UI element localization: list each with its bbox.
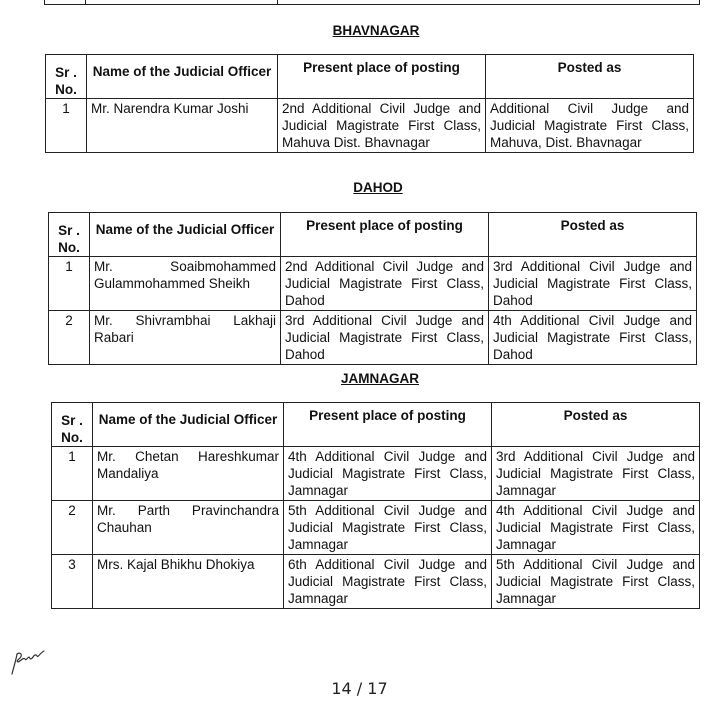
row-name: Mr. Shivrambhai Lakhaji Rabari <box>90 311 281 365</box>
row-name: Mr. Chetan Hareshkumar Mandaliya <box>93 447 284 501</box>
page-number: 14 / 17 <box>331 679 388 698</box>
district-heading-jamnagar: JAMNAGAR <box>340 371 419 386</box>
row-present-posting: 3rd Additional Civil Judge and Judicial Magistrate First Class, Dahod <box>281 311 489 365</box>
table-row <box>49 257 697 311</box>
row-posted-as: 3rd Additional Civil Judge and Judicial Magistrate First Class, Jamnagar <box>492 447 700 501</box>
row-present-posting: 6th Additional Civil Judge and Judicial Magistrate First Class, Jamnagar <box>284 555 492 609</box>
row-name: Mrs. Kajal Bhikhu Dhokiya <box>93 555 284 609</box>
header-present-posting: Present place of posting <box>284 403 492 447</box>
district-heading-bhavnagar: BHAVNAGAR <box>332 23 420 38</box>
row-posted-as: Additional Civil Judge and Judicial Magistrate First Class, Mahuva, Dist. Bhavnagar <box>486 99 694 153</box>
posting-table-jamnagar <box>51 402 700 609</box>
header-sr-no: Sr . No. <box>49 213 90 257</box>
table-row <box>52 555 700 609</box>
row-name: Mr. Parth Pravinchandra Chauhan <box>93 501 284 555</box>
row-sr: 1 <box>46 99 87 153</box>
row-name: Mr. Soaibmohammed Gulammohammed Sheikh <box>90 257 281 311</box>
table-header-row <box>49 213 697 257</box>
posting-table-bhavnagar <box>45 54 694 153</box>
row-sr: 1 <box>52 447 93 501</box>
table-row <box>49 311 697 365</box>
header-present-posting: Present place of posting <box>278 55 486 99</box>
header-posted-as: Posted as <box>492 403 700 447</box>
row-name: Mr. Narendra Kumar Joshi <box>87 99 278 153</box>
row-sr: 2 <box>49 311 90 365</box>
header-name: Name of the Judicial Officer <box>93 403 284 447</box>
table-header-row <box>46 55 694 99</box>
posting-table-dahod <box>48 212 697 365</box>
header-sr-no: Sr . No. <box>46 55 87 99</box>
row-present-posting: 5th Additional Civil Judge and Judicial Magistrate First Class, Jamnagar <box>284 501 492 555</box>
header-posted-as: Posted as <box>486 55 694 99</box>
header-posted-as: Posted as <box>489 213 697 257</box>
row-sr: 3 <box>52 555 93 609</box>
header-name: Name of the Judicial Officer <box>87 55 278 99</box>
row-present-posting: 2nd Additional Civil Judge and Judicial Magistrate First Class, Mahuva Dist. Bhavnagar <box>278 99 486 153</box>
row-posted-as: 5th Additional Civil Judge and Judicial Magistrate First Class, Jamnagar <box>492 555 700 609</box>
table-row <box>52 501 700 555</box>
row-present-posting: 4th Additional Civil Judge and Judicial Magistrate First Class, Jamnagar <box>284 447 492 501</box>
row-posted-as: 4th Additional Civil Judge and Judicial Magistrate First Class, Dahod <box>489 311 697 365</box>
table-row <box>52 447 700 501</box>
table-header-row <box>52 403 700 447</box>
header-name: Name of the Judicial Officer <box>90 213 281 257</box>
header-sr-no: Sr . No. <box>52 403 93 447</box>
handwritten-signature <box>8 640 48 680</box>
row-sr: 1 <box>49 257 90 311</box>
row-sr: 2 <box>52 501 93 555</box>
district-heading-dahod: DAHOD <box>353 180 403 195</box>
row-present-posting: 2nd Additional Civil Judge and Judicial Magistrate First Class, Dahod <box>281 257 489 311</box>
row-posted-as: 3rd Additional Civil Judge and Judicial Magistrate First Class, Dahod <box>489 257 697 311</box>
header-present-posting: Present place of posting <box>281 213 489 257</box>
previous-table-bottom <box>44 0 700 5</box>
row-posted-as: 4th Additional Civil Judge and Judicial Magistrate First Class, Jamnagar <box>492 501 700 555</box>
table-row <box>46 99 694 153</box>
